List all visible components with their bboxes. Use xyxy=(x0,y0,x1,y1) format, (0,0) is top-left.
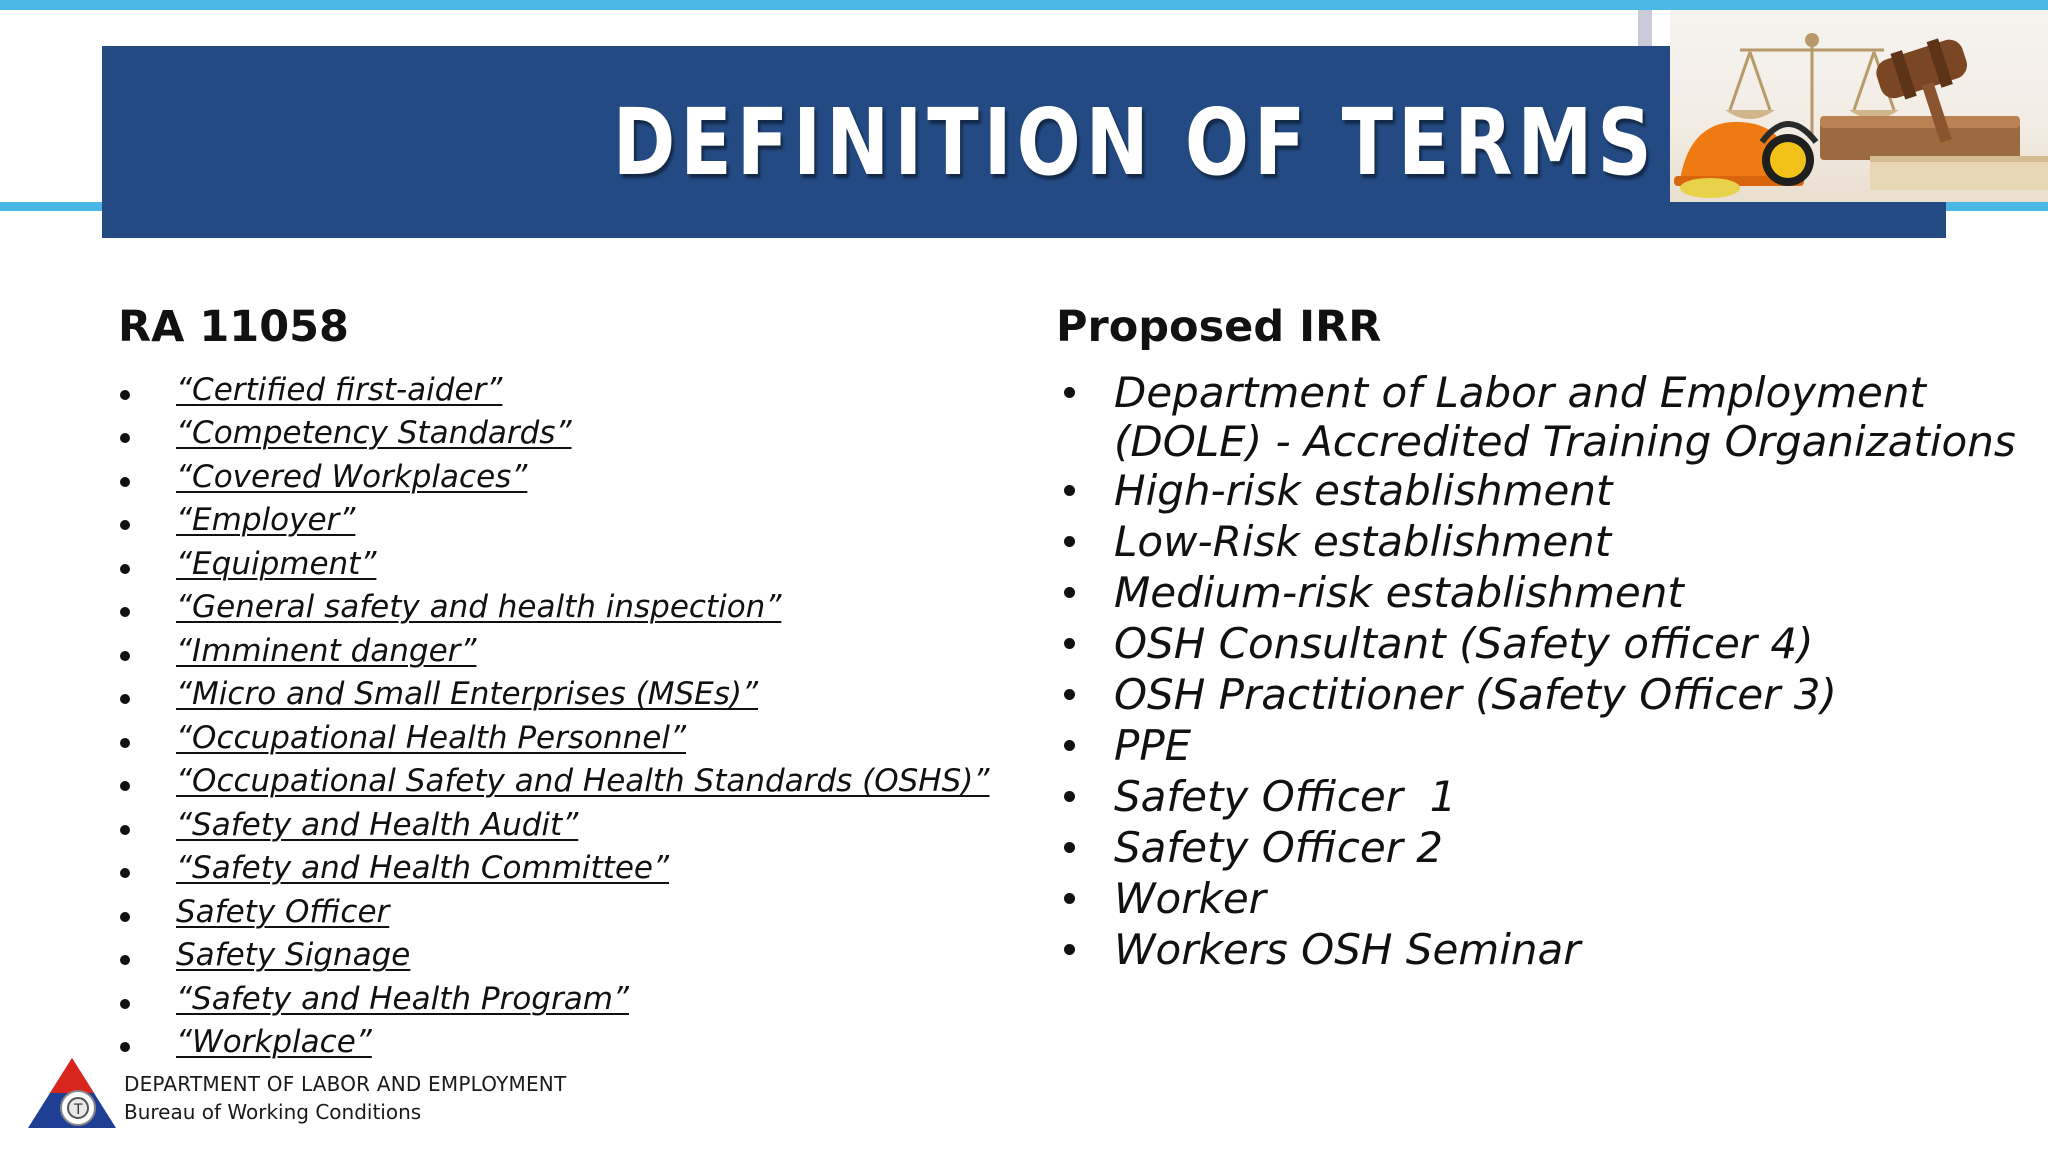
term-line: (DOLE) - Accredited Training Organizations xyxy=(1114,417,2016,466)
bullet-icon xyxy=(120,825,130,835)
list-item xyxy=(1058,368,2018,466)
list-item xyxy=(1058,619,2018,670)
term-text xyxy=(1114,368,2016,466)
dole-logo-icon xyxy=(24,1052,120,1132)
term-link[interactable]: Safety Signage xyxy=(176,937,411,974)
term-link[interactable]: “Safety and Health Audit” xyxy=(176,806,579,843)
term-text: Worker xyxy=(1114,874,1266,923)
bullet-icon xyxy=(120,433,130,443)
bullet-icon xyxy=(120,564,130,574)
bullet-icon xyxy=(120,390,130,400)
term-link[interactable]: “Safety and Health Program” xyxy=(176,980,629,1017)
bullet-icon xyxy=(1064,893,1075,904)
list-item xyxy=(1058,823,2018,874)
bullet-icon xyxy=(1064,944,1075,955)
term-line: Department of Labor and Employment xyxy=(1114,368,1926,417)
bullet-icon xyxy=(120,738,130,748)
list-item xyxy=(1058,925,2018,976)
proposed-irr-term-list xyxy=(1058,368,2018,976)
justice-scales-gavel-hardhat-illustration xyxy=(1670,10,2048,202)
term-text: Safety Officer 1 xyxy=(1114,772,1457,821)
term-text: Medium-risk establishment xyxy=(1114,568,1684,617)
term-text: Safety Officer 2 xyxy=(1114,823,1444,872)
term-link[interactable]: “Covered Workplaces” xyxy=(176,458,528,495)
bullet-icon xyxy=(1064,842,1075,853)
bullet-icon xyxy=(120,781,130,791)
bullet-icon xyxy=(120,955,130,965)
term-text: Low-Risk establishment xyxy=(1114,517,1612,566)
list-item xyxy=(1058,874,2018,925)
bullet-icon xyxy=(120,477,130,487)
bullet-icon xyxy=(120,999,130,1009)
term-text: OSH Consultant (Safety officer 4) xyxy=(1114,619,1814,668)
bullet-icon xyxy=(1064,536,1075,547)
list-item xyxy=(118,455,1018,499)
bullet-icon xyxy=(120,520,130,530)
term-text: High-risk establishment xyxy=(1114,466,1613,515)
list-item xyxy=(1058,670,2018,721)
list-item xyxy=(118,716,1018,760)
list-item xyxy=(1058,721,2018,772)
term-link[interactable]: “Imminent danger” xyxy=(176,632,477,669)
header-photo-svg xyxy=(1670,10,2048,202)
term-link[interactable]: “Equipment” xyxy=(176,545,377,582)
term-link[interactable]: “Workplace” xyxy=(176,1024,372,1061)
left-column-heading: RA 11058 xyxy=(118,302,349,352)
term-link[interactable]: “Micro and Small Enterprises (MSEs)” xyxy=(176,676,759,713)
bullet-icon xyxy=(1064,387,1075,398)
footer-branding xyxy=(24,1052,644,1132)
bullet-icon xyxy=(1064,740,1075,751)
footer-org-name: DEPARTMENT OF LABOR AND EMPLOYMENT xyxy=(124,1072,567,1096)
bullet-icon xyxy=(1064,791,1075,802)
ra-11058-term-list xyxy=(118,368,1018,1064)
term-text: OSH Practitioner (Safety Officer 3) xyxy=(1114,670,1837,719)
slide-title: DEFINITION OF TERMS xyxy=(612,88,1657,196)
list-item xyxy=(118,368,1018,412)
term-link[interactable]: “Occupational Safety and Health Standards (OSHS)” xyxy=(176,763,990,800)
right-column-heading: Proposed IRR xyxy=(1056,302,1382,352)
bullet-icon xyxy=(120,607,130,617)
svg-text:T: T xyxy=(74,1102,83,1118)
bullet-icon xyxy=(1064,587,1075,598)
list-item xyxy=(118,412,1018,456)
list-item xyxy=(118,890,1018,934)
left-accent-rule xyxy=(0,202,105,211)
term-text: Workers OSH Seminar xyxy=(1114,925,1581,974)
right-accent-rule xyxy=(1940,202,2048,211)
term-link[interactable]: Safety Officer xyxy=(176,893,390,930)
bullet-icon xyxy=(1064,638,1075,649)
list-item xyxy=(118,673,1018,717)
term-link[interactable]: “Safety and Health Committee” xyxy=(176,850,670,887)
list-item xyxy=(118,760,1018,804)
top-accent-rule xyxy=(0,0,2048,10)
list-item xyxy=(118,499,1018,543)
bullet-icon xyxy=(120,912,130,922)
list-item xyxy=(118,934,1018,978)
list-item xyxy=(118,847,1018,891)
bullet-icon xyxy=(1064,485,1075,496)
list-item xyxy=(1058,466,2018,517)
list-item xyxy=(1058,772,2018,823)
header-divider xyxy=(1638,10,1652,47)
term-link[interactable]: “Occupational Health Personnel” xyxy=(176,719,687,756)
footer-bureau-name: Bureau of Working Conditions xyxy=(124,1100,422,1124)
term-link[interactable]: “Certified first-aider” xyxy=(176,371,503,408)
bullet-icon xyxy=(120,694,130,704)
list-item xyxy=(1058,517,2018,568)
term-link[interactable]: “Competency Standards” xyxy=(176,415,572,452)
list-item xyxy=(118,629,1018,673)
footer-text xyxy=(124,1070,566,1126)
list-item xyxy=(1058,568,2018,619)
bullet-icon xyxy=(120,1042,130,1052)
list-item xyxy=(118,542,1018,586)
list-item xyxy=(118,977,1018,1021)
term-link[interactable]: “Employer” xyxy=(176,502,356,539)
bullet-icon xyxy=(120,651,130,661)
term-text: PPE xyxy=(1114,721,1192,770)
list-item xyxy=(118,586,1018,630)
bullet-icon xyxy=(120,868,130,878)
list-item xyxy=(118,803,1018,847)
term-link[interactable]: “General safety and health inspection” xyxy=(176,589,782,626)
bullet-icon xyxy=(1064,689,1075,700)
